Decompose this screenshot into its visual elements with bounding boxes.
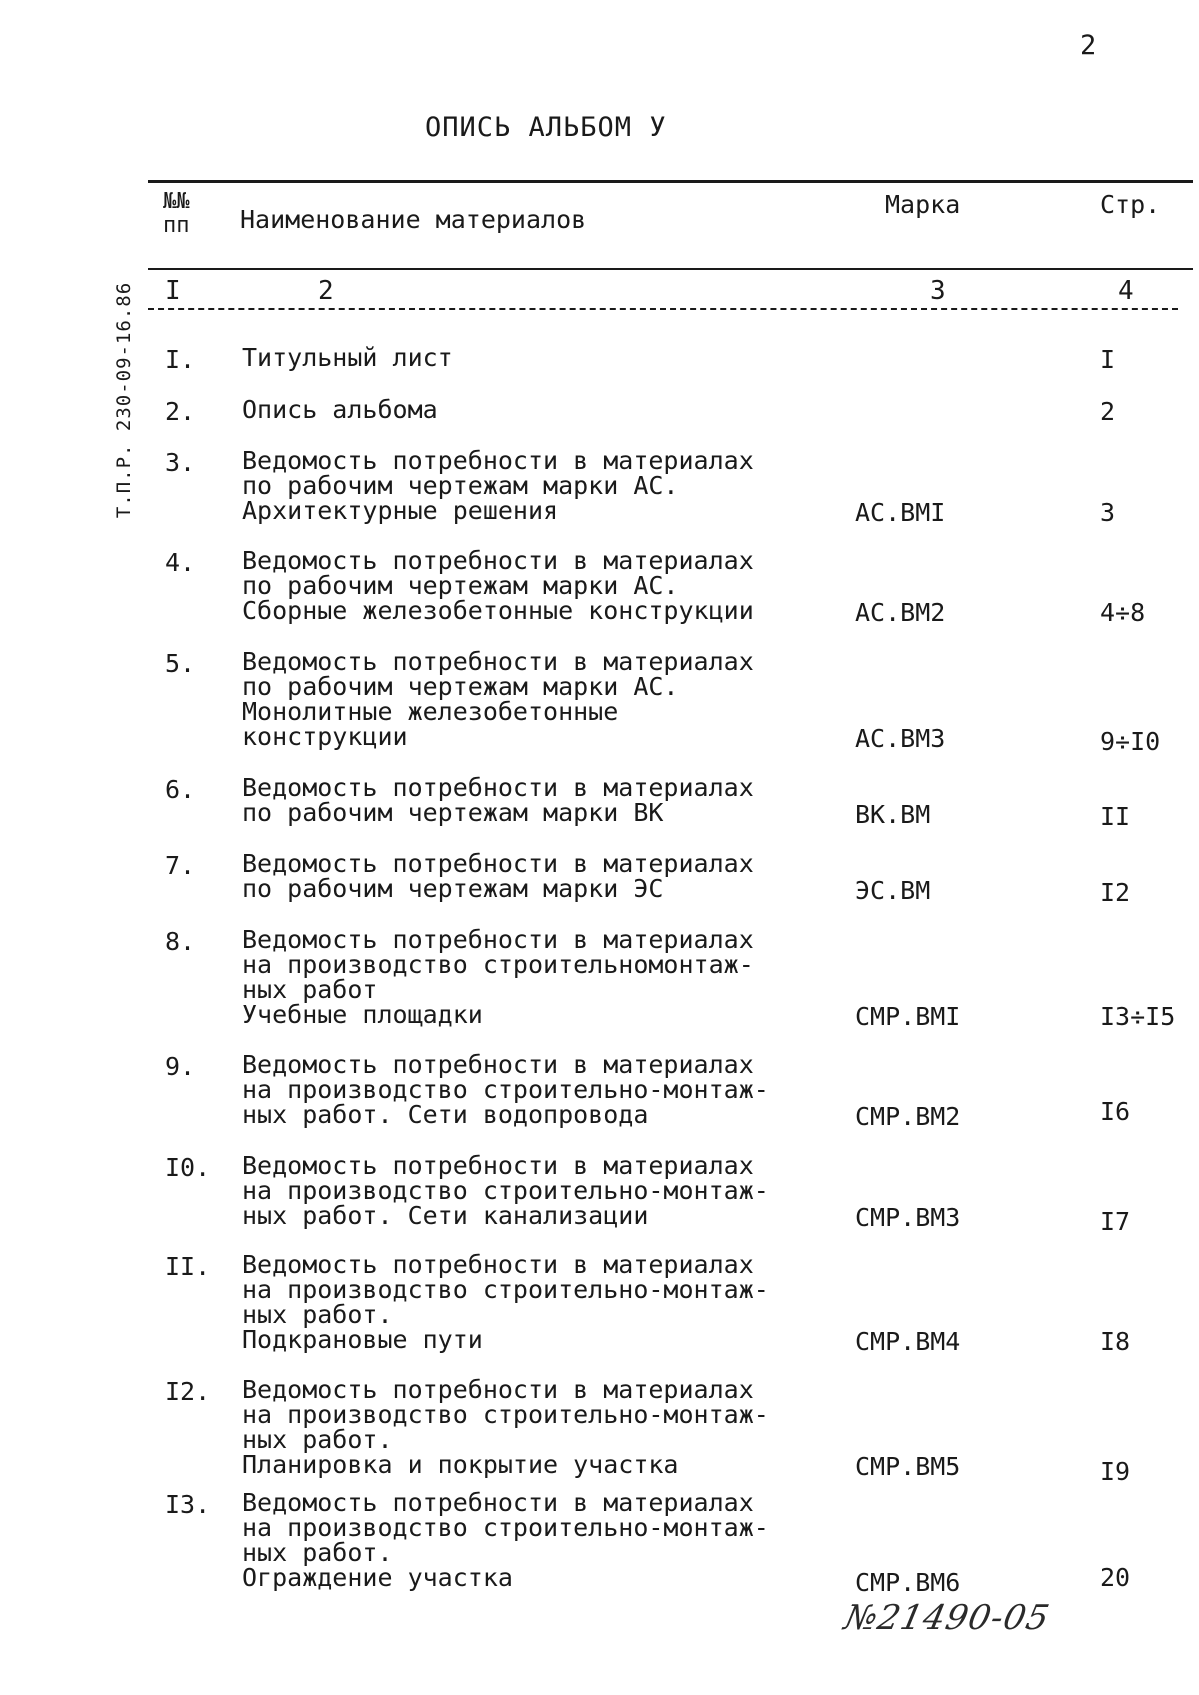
row-name: Ведомость потребности в материалах по рабочим чертежам марки АС. Архитектурные решения	[242, 446, 754, 525]
row-number: 6.	[165, 775, 196, 804]
row-name: Ведомость потребности в материалах на производство строительно-монтаж- ных работ. Сети канализации	[242, 1151, 769, 1230]
row-page: I7	[1100, 1207, 1131, 1236]
row-name: Ведомость потребности в материалах по рабочим чертежам марки ВК	[242, 773, 754, 827]
row-number: 2.	[165, 397, 196, 426]
row-mark: АС.ВМI	[855, 498, 946, 527]
row-page: 20	[1100, 1563, 1131, 1592]
row-number: 9.	[165, 1052, 196, 1081]
row-mark: ЭС.ВМ	[855, 876, 931, 905]
column-number-3: 3	[930, 276, 946, 306]
row-number: I2.	[165, 1377, 211, 1406]
header-number: №№ пп	[163, 189, 190, 238]
row-number: 8.	[165, 927, 196, 956]
row-name: Опись альбома	[242, 395, 438, 424]
column-number-1: I	[165, 276, 181, 306]
row-name: Ведомость потребности в материалах по рабочим чертежам марки АС. Монолитные железобетонные конструкции	[242, 647, 754, 751]
row-number: 7.	[165, 851, 196, 880]
document-title: ОПИСЬ АЛЬБОМ У	[425, 112, 667, 143]
row-name: Ведомость потребности в материалах на производство строительномонтаж- ных работ Учебные площадки	[242, 925, 754, 1029]
column-number-4: 4	[1118, 276, 1134, 306]
header-top-rule	[148, 180, 1193, 183]
row-page: 3	[1100, 498, 1116, 527]
row-name: Ведомость потребности в материалах на производство строительно-монтаж- ных работ. Ограждение участка	[242, 1488, 769, 1592]
row-page: I	[1100, 345, 1116, 374]
side-document-code: Т.П.Р. 230-09-16.86	[113, 281, 135, 519]
header-name: Наименование материалов	[240, 205, 587, 234]
row-mark: СМР.ВМ3	[855, 1203, 961, 1232]
row-page: 2	[1100, 397, 1116, 426]
row-mark: СМР.ВМ6	[855, 1568, 961, 1597]
row-mark: СМР.ВМ4	[855, 1327, 961, 1356]
row-page: 9÷I0	[1100, 727, 1161, 756]
header-mark: Марка	[885, 190, 961, 219]
row-mark: АС.ВМ3	[855, 724, 946, 753]
row-number: I3.	[165, 1490, 211, 1519]
row-page: II	[1100, 802, 1131, 831]
row-page: I2	[1100, 878, 1131, 907]
row-name: Ведомость потребности в материалах по рабочим чертежам марки АС. Сборные железобетонные конструкции	[242, 546, 754, 625]
row-name: Ведомость потребности в материалах по рабочим чертежам марки ЭС	[242, 849, 754, 903]
row-mark: СМР.ВМ2	[855, 1102, 961, 1131]
row-mark: ВК.ВМ	[855, 800, 931, 829]
column-numbers-dashed-rule	[148, 308, 1178, 310]
row-name: Титульный лист	[242, 343, 453, 372]
row-number: I0.	[165, 1153, 211, 1182]
row-page: I6	[1100, 1097, 1131, 1126]
handwritten-registration-number: №21490-05	[840, 1598, 1054, 1638]
row-mark: СМР.ВМ5	[855, 1452, 961, 1481]
row-number: 5.	[165, 649, 196, 678]
row-page: 4÷8	[1100, 598, 1146, 627]
row-page: I9	[1100, 1457, 1131, 1486]
column-number-2: 2	[318, 276, 334, 306]
row-name: Ведомость потребности в материалах на производство строительно-монтаж- ных работ. Подкрановые пути	[242, 1250, 769, 1354]
row-page: I3÷I5	[1100, 1002, 1176, 1031]
row-number: 4.	[165, 548, 196, 577]
row-mark: АС.ВМ2	[855, 598, 946, 627]
header-page: Стр.	[1100, 190, 1161, 219]
row-number: 3.	[165, 448, 196, 477]
row-name: Ведомость потребности в материалах на производство строительно-монтаж- ных работ. Сети водопровода	[242, 1050, 769, 1129]
page-number: 2	[1080, 30, 1097, 61]
row-name: Ведомость потребности в материалах на производство строительно-монтаж- ных работ. Планировка и покрытие участка	[242, 1375, 769, 1479]
row-mark: СМР.ВМI	[855, 1002, 961, 1031]
header-bottom-rule	[148, 268, 1193, 270]
row-number: II.	[165, 1252, 211, 1281]
row-page: I8	[1100, 1327, 1131, 1356]
row-number: I.	[165, 345, 196, 374]
